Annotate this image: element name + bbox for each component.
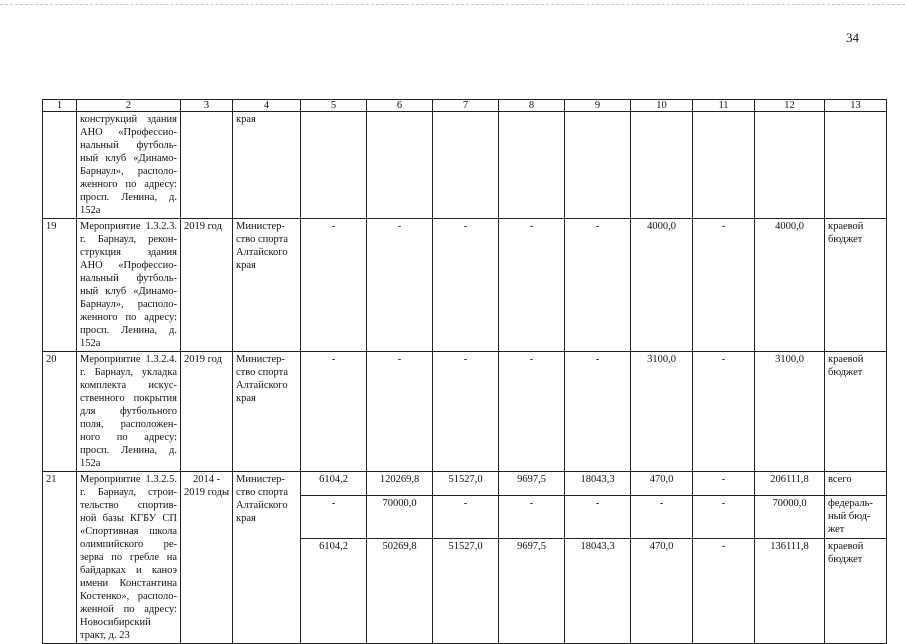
col-header-13: 13 bbox=[825, 100, 887, 112]
value-col9: - bbox=[565, 496, 631, 539]
value-col10: 470,0 bbox=[631, 472, 693, 496]
table-row bbox=[43, 112, 887, 219]
col-header-1: 1 bbox=[43, 100, 77, 112]
executor: Министер-ство спорта Алтайского края bbox=[233, 472, 301, 644]
col-header-9: 9 bbox=[565, 100, 631, 112]
budget-table bbox=[42, 99, 887, 644]
period: 2019 год bbox=[181, 219, 233, 352]
table-row bbox=[43, 219, 887, 352]
measure-description: Мероприятие 1.3.2.5. г. Барнаул, строи-тельство спортив-ной базы КГБУ СП «Спортивная школа олимпийского ре-зерва по гребле на байдарках и каноэ имени Константина Костенко», располо-женной по адресу: Новосибирский тракт, д. 23 bbox=[77, 472, 181, 644]
value-col8: 9697,5 bbox=[499, 472, 565, 496]
value-col5: - bbox=[301, 352, 367, 472]
period: 2019 год bbox=[181, 352, 233, 472]
col-header-12: 12 bbox=[755, 100, 825, 112]
value-col7: 51527,0 bbox=[433, 472, 499, 496]
col-header-8: 8 bbox=[499, 100, 565, 112]
executor: Министер-ство спорта Алтайского края bbox=[233, 352, 301, 472]
funding-source: краевой бюджет bbox=[825, 352, 887, 472]
value-col6: - bbox=[367, 352, 433, 472]
period bbox=[181, 112, 233, 219]
value-col5: - bbox=[301, 219, 367, 352]
value-col9: - bbox=[565, 219, 631, 352]
value-col12: 70000,0 bbox=[755, 496, 825, 539]
value-col7: - bbox=[433, 352, 499, 472]
value-col8: - bbox=[499, 496, 565, 539]
value-col7: 51527,0 bbox=[433, 539, 499, 644]
value-col6: 70000,0 bbox=[367, 496, 433, 539]
executor: края bbox=[233, 112, 301, 219]
measure-description: конструкций здания АНО «Профессио-нальный футболь-ный клуб «Динамо-Барнаул», располо-женного по адресу: просп. Ленина, д. 152а bbox=[77, 112, 181, 219]
value-col12: 206111,8 bbox=[755, 472, 825, 496]
value-col12: 3100,0 bbox=[755, 352, 825, 472]
value-col5 bbox=[301, 112, 367, 219]
value-col5: 6104,2 bbox=[301, 539, 367, 644]
value-col7: - bbox=[433, 219, 499, 352]
value-col8: - bbox=[499, 352, 565, 472]
value-col12: 4000,0 bbox=[755, 219, 825, 352]
col-header-5: 5 bbox=[301, 100, 367, 112]
row-number: 21 bbox=[43, 472, 77, 644]
value-col7: - bbox=[433, 496, 499, 539]
col-header-4: 4 bbox=[233, 100, 301, 112]
value-col11: - bbox=[693, 472, 755, 496]
value-col6 bbox=[367, 112, 433, 219]
table-row bbox=[43, 472, 887, 496]
value-col11: - bbox=[693, 539, 755, 644]
value-col10 bbox=[631, 112, 693, 219]
measure-description: Мероприятие 1.3.2.3. г. Барнаул, рекон-струкция здания АНО «Профессио-нальный футболь-ный клуб «Динамо-Барнаул», располо-женного по адресу: просп. Ленина, д. 152а bbox=[77, 219, 181, 352]
col-header-2: 2 bbox=[77, 100, 181, 112]
value-col12 bbox=[755, 112, 825, 219]
row-number bbox=[43, 112, 77, 219]
value-col11: - bbox=[693, 496, 755, 539]
value-col7 bbox=[433, 112, 499, 219]
value-col11: - bbox=[693, 219, 755, 352]
value-col5: 6104,2 bbox=[301, 472, 367, 496]
value-col11: - bbox=[693, 352, 755, 472]
funding-source: всего bbox=[825, 472, 887, 496]
page-number: 34 bbox=[846, 30, 859, 45]
value-col6: 50269,8 bbox=[367, 539, 433, 644]
executor: Министер-ство спорта Алтайского края bbox=[233, 219, 301, 352]
value-col6: - bbox=[367, 219, 433, 352]
value-col6: 120269,8 bbox=[367, 472, 433, 496]
row-number: 20 bbox=[43, 352, 77, 472]
value-col10: 3100,0 bbox=[631, 352, 693, 472]
funding-source: краевой бюджет bbox=[825, 219, 887, 352]
period: 2014 - 2019 годы bbox=[181, 472, 233, 644]
value-col5: - bbox=[301, 496, 367, 539]
value-col8: - bbox=[499, 219, 565, 352]
col-header-7: 7 bbox=[433, 100, 499, 112]
col-header-6: 6 bbox=[367, 100, 433, 112]
col-header-3: 3 bbox=[181, 100, 233, 112]
value-col8: 9697,5 bbox=[499, 539, 565, 644]
value-col9: 18043,3 bbox=[565, 539, 631, 644]
value-col10: 470,0 bbox=[631, 539, 693, 644]
row-number: 19 bbox=[43, 219, 77, 352]
table-row bbox=[43, 352, 887, 472]
col-header-10: 10 bbox=[631, 100, 693, 112]
value-col9: 18043,3 bbox=[565, 472, 631, 496]
value-col9 bbox=[565, 112, 631, 219]
funding-source: федераль-ный бюд-жет bbox=[825, 496, 887, 539]
funding-source: краевой бюджет bbox=[825, 539, 887, 644]
scan-artifact-line bbox=[0, 4, 905, 5]
funding-source bbox=[825, 112, 887, 219]
value-col10: 4000,0 bbox=[631, 219, 693, 352]
col-header-11: 11 bbox=[693, 100, 755, 112]
measure-description: Мероприятие 1.3.2.4. г. Барнаул, укладка комплекта искус-ственного покрытия для футбольного поля, расположен-ного по адресу: просп. Ленина, д. 152а bbox=[77, 352, 181, 472]
value-col9: - bbox=[565, 352, 631, 472]
value-col8 bbox=[499, 112, 565, 219]
value-col11 bbox=[693, 112, 755, 219]
column-number-row bbox=[43, 100, 887, 112]
value-col10: - bbox=[631, 496, 693, 539]
value-col12: 136111,8 bbox=[755, 539, 825, 644]
